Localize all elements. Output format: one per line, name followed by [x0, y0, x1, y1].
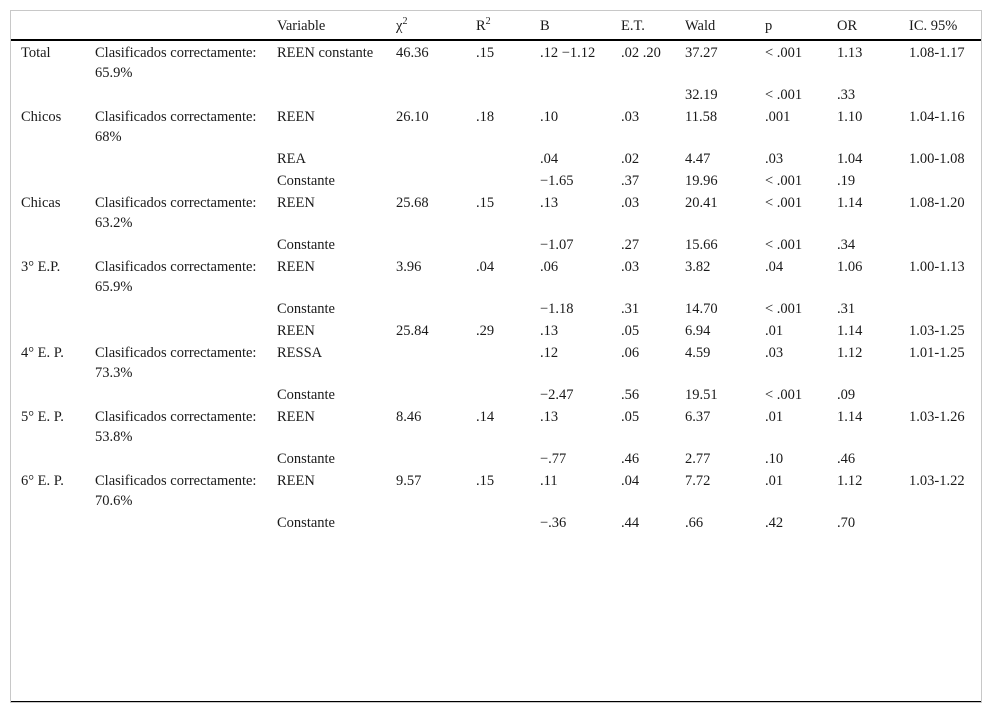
cell-ic95: 1.00-1.08 [909, 151, 965, 167]
cell-or: .46 [837, 451, 856, 467]
cell-wald: 20.41 [685, 195, 718, 211]
cell-or: 1.14 [837, 323, 863, 339]
table-row [11, 511, 981, 533]
cell-classification: Clasificados correctamente: 70.6% [95, 473, 257, 509]
table-row [11, 147, 981, 169]
cell-group [11, 233, 95, 255]
cell-ic95 [909, 297, 981, 319]
cell-group: 6° E. P. [21, 473, 64, 489]
cell-classification [95, 319, 277, 341]
cell-b [540, 83, 621, 105]
cell-r-squared: .18 [476, 109, 495, 125]
cell-classification: Clasificados correctamente: 68% [95, 109, 257, 145]
header-wald: Wald [685, 11, 765, 40]
cell-chi-square: 3.96 [396, 259, 422, 275]
cell-variable: REEN [277, 259, 315, 275]
table-row [11, 383, 981, 405]
cell-chi-square: 25.84 [396, 323, 429, 339]
logistic-regression-table [11, 11, 981, 533]
header-row [11, 11, 981, 40]
cell-et: .06 [621, 345, 640, 361]
cell-or: 1.13 [837, 45, 863, 61]
header-group [11, 11, 95, 40]
header-variable: Variable [277, 11, 396, 40]
cell-p: .01 [765, 473, 784, 489]
cell-variable [277, 83, 396, 105]
cell-p: .001 [765, 109, 791, 125]
cell-group [11, 319, 95, 341]
cell-r-squared: .15 [476, 473, 495, 489]
cell-ic95 [909, 233, 981, 255]
cell-or: .31 [837, 301, 856, 317]
header-ic95: IC. 95% [909, 11, 981, 40]
cell-ic95 [909, 383, 981, 405]
cell-wald: 3.82 [685, 259, 711, 275]
cell-group [11, 169, 95, 191]
cell-wald: 4.59 [685, 345, 711, 361]
cell-chi-square [396, 341, 476, 383]
cell-wald: .66 [685, 515, 704, 531]
cell-ic95: 1.08-1.20 [909, 195, 965, 211]
cell-chi-square [396, 447, 476, 469]
cell-p: .03 [765, 151, 784, 167]
cell-chi-square [396, 169, 476, 191]
cell-et: .56 [621, 387, 640, 403]
cell-ic95: 1.03-1.22 [909, 473, 965, 489]
cell-wald: 2.77 [685, 451, 711, 467]
cell-chi-square: 26.10 [396, 109, 429, 125]
cell-or: 1.06 [837, 259, 863, 275]
cell-group: Chicas [21, 195, 61, 211]
cell-b: .13 [540, 195, 559, 211]
table-row [11, 319, 981, 341]
cell-chi-square [396, 147, 476, 169]
cell-wald: 15.66 [685, 237, 718, 253]
cell-wald: 6.37 [685, 409, 711, 425]
cell-b: .10 [540, 109, 559, 125]
table-row [11, 40, 981, 83]
table-row [11, 169, 981, 191]
table-row [11, 83, 981, 105]
cell-et: .03 [621, 195, 640, 211]
cell-wald: 19.51 [685, 387, 718, 403]
cell-r-squared [476, 511, 540, 533]
cell-b: .06 [540, 259, 559, 275]
cell-classification [95, 447, 277, 469]
cell-variable: Constante [277, 301, 335, 317]
cell-et: .04 [621, 473, 640, 489]
cell-variable: RESSA [277, 345, 323, 361]
cell-chi-square: 46.36 [396, 45, 429, 61]
cell-et: .02 .20 [621, 45, 661, 61]
table-row [11, 405, 981, 447]
cell-group [11, 511, 95, 533]
cell-classification [95, 511, 277, 533]
cell-wald: 11.58 [685, 109, 718, 125]
cell-classification: Clasificados correctamente: 53.8% [95, 409, 257, 445]
cell-r-squared [476, 341, 540, 383]
cell-r-squared: .29 [476, 323, 495, 339]
cell-ic95: 1.08-1.17 [909, 45, 965, 61]
cell-r-squared: .15 [476, 195, 495, 211]
cell-wald: 37.27 [685, 45, 718, 61]
cell-ic95 [909, 169, 981, 191]
cell-variable: REEN [277, 473, 315, 489]
table-row [11, 341, 981, 383]
cell-or: .09 [837, 387, 856, 403]
cell-p: < .001 [765, 237, 803, 253]
cell-p: < .001 [765, 45, 803, 61]
cell-ic95: 1.03-1.25 [909, 323, 965, 339]
cell-variable: REA [277, 151, 306, 167]
cell-or: 1.10 [837, 109, 863, 125]
cell-classification [95, 233, 277, 255]
table-row [11, 105, 981, 147]
cell-group [11, 383, 95, 405]
cell-p: < .001 [765, 87, 803, 103]
header-or: OR [837, 11, 909, 40]
cell-ic95: 1.04-1.16 [909, 109, 965, 125]
cell-classification: Clasificados correctamente: 63.2% [95, 195, 257, 231]
cell-b: .13 [540, 409, 559, 425]
cell-variable: Constante [277, 173, 335, 189]
cell-p: .03 [765, 345, 784, 361]
cell-b: .11 [540, 473, 558, 489]
cell-et: .05 [621, 409, 640, 425]
cell-or: .19 [837, 173, 856, 189]
header-r-squared: $R^2$ [476, 11, 540, 40]
bottom-rule [11, 701, 981, 702]
table-row [11, 255, 981, 297]
cell-r-squared [476, 169, 540, 191]
cell-et: .31 [621, 301, 640, 317]
cell-r-squared [476, 147, 540, 169]
cell-chi-square [396, 383, 476, 405]
cell-et: .03 [621, 259, 640, 275]
table-body [11, 40, 981, 533]
cell-classification [95, 169, 277, 191]
cell-group [11, 297, 95, 319]
cell-b: −.77 [540, 451, 567, 467]
results-table-container [10, 10, 982, 703]
cell-chi-square: 25.68 [396, 195, 429, 211]
cell-or: .70 [837, 515, 856, 531]
cell-chi-square: 9.57 [396, 473, 422, 489]
cell-b: .12 [540, 345, 559, 361]
cell-classification: Clasificados correctamente: 65.9% [95, 45, 257, 81]
cell-b: −1.18 [540, 301, 574, 317]
cell-classification [95, 297, 277, 319]
cell-group [11, 447, 95, 469]
cell-et: .37 [621, 173, 640, 189]
cell-variable: REEN [277, 109, 315, 125]
cell-ic95 [909, 83, 981, 105]
table-row [11, 447, 981, 469]
cell-group: 3° E.P. [21, 259, 61, 275]
cell-et: .05 [621, 323, 640, 339]
table-row [11, 233, 981, 255]
header-chi-square: $\chi^2$ [396, 11, 476, 40]
cell-b: −2.47 [540, 387, 574, 403]
cell-chi-square [396, 511, 476, 533]
cell-or: 1.14 [837, 409, 863, 425]
cell-r-squared [476, 447, 540, 469]
cell-p: < .001 [765, 387, 803, 403]
header-classification [95, 11, 277, 40]
cell-b: −1.07 [540, 237, 574, 253]
cell-wald: 14.70 [685, 301, 718, 317]
cell-r-squared [476, 83, 540, 105]
cell-wald: 4.47 [685, 151, 711, 167]
cell-p: .01 [765, 323, 784, 339]
cell-variable: REEN [277, 323, 315, 339]
cell-et: .27 [621, 237, 640, 253]
cell-classification: Clasificados correctamente: 73.3% [95, 345, 257, 381]
cell-variable: Constante [277, 237, 335, 253]
cell-ic95 [909, 511, 981, 533]
cell-r-squared: .15 [476, 45, 495, 61]
cell-b: −1.65 [540, 173, 574, 189]
cell-et: .02 [621, 151, 640, 167]
cell-p: < .001 [765, 195, 803, 211]
cell-p: .10 [765, 451, 784, 467]
cell-variable: REEN [277, 195, 315, 211]
cell-group [11, 147, 95, 169]
cell-b: .13 [540, 323, 559, 339]
header-et: E.T. [621, 11, 685, 40]
cell-b: .04 [540, 151, 559, 167]
header-b: B [540, 11, 621, 40]
cell-chi-square [396, 233, 476, 255]
cell-or: 1.12 [837, 473, 863, 489]
table-row [11, 297, 981, 319]
cell-wald: 6.94 [685, 323, 711, 339]
cell-r-squared: .04 [476, 259, 495, 275]
cell-variable: Constante [277, 515, 335, 531]
cell-r-squared: .14 [476, 409, 495, 425]
cell-ic95 [909, 447, 981, 469]
table-row [11, 469, 981, 511]
cell-et [621, 83, 685, 105]
cell-b: .12 −1.12 [540, 45, 596, 61]
table-row [11, 191, 981, 233]
cell-variable: Constante [277, 387, 335, 403]
cell-or: .34 [837, 237, 856, 253]
cell-classification [95, 83, 277, 105]
cell-ic95: 1.00-1.13 [909, 259, 965, 275]
cell-group: 5° E. P. [21, 409, 64, 425]
cell-group: Chicos [21, 109, 62, 125]
cell-classification: Clasificados correctamente: 65.9% [95, 259, 257, 295]
cell-chi-square: 8.46 [396, 409, 422, 425]
cell-p: < .001 [765, 173, 803, 189]
cell-variable: Constante [277, 451, 335, 467]
cell-ic95: 1.03-1.26 [909, 409, 965, 425]
cell-variable: REEN [277, 409, 315, 425]
cell-et: .03 [621, 109, 640, 125]
cell-group: 4° E. P. [21, 345, 64, 361]
cell-wald: 32.19 [685, 87, 718, 103]
cell-or: 1.04 [837, 151, 863, 167]
cell-r-squared [476, 297, 540, 319]
cell-p: < .001 [765, 301, 803, 317]
header-p: p [765, 11, 837, 40]
cell-or: 1.14 [837, 195, 863, 211]
cell-or: 1.12 [837, 345, 863, 361]
cell-ic95: 1.01-1.25 [909, 345, 965, 361]
cell-group [11, 83, 95, 105]
cell-group: Total [21, 45, 51, 61]
cell-b: −.36 [540, 515, 567, 531]
cell-or: .33 [837, 87, 856, 103]
cell-p: .04 [765, 259, 784, 275]
cell-r-squared [476, 233, 540, 255]
cell-et: .46 [621, 451, 640, 467]
cell-chi-square [396, 83, 476, 105]
cell-wald: 7.72 [685, 473, 711, 489]
cell-p: .01 [765, 409, 784, 425]
cell-r-squared [476, 383, 540, 405]
cell-classification [95, 383, 277, 405]
cell-et: .44 [621, 515, 640, 531]
cell-chi-square [396, 297, 476, 319]
cell-wald: 19.96 [685, 173, 718, 189]
cell-classification [95, 147, 277, 169]
cell-p: .42 [765, 515, 784, 531]
cell-variable: REEN constante [277, 45, 374, 61]
